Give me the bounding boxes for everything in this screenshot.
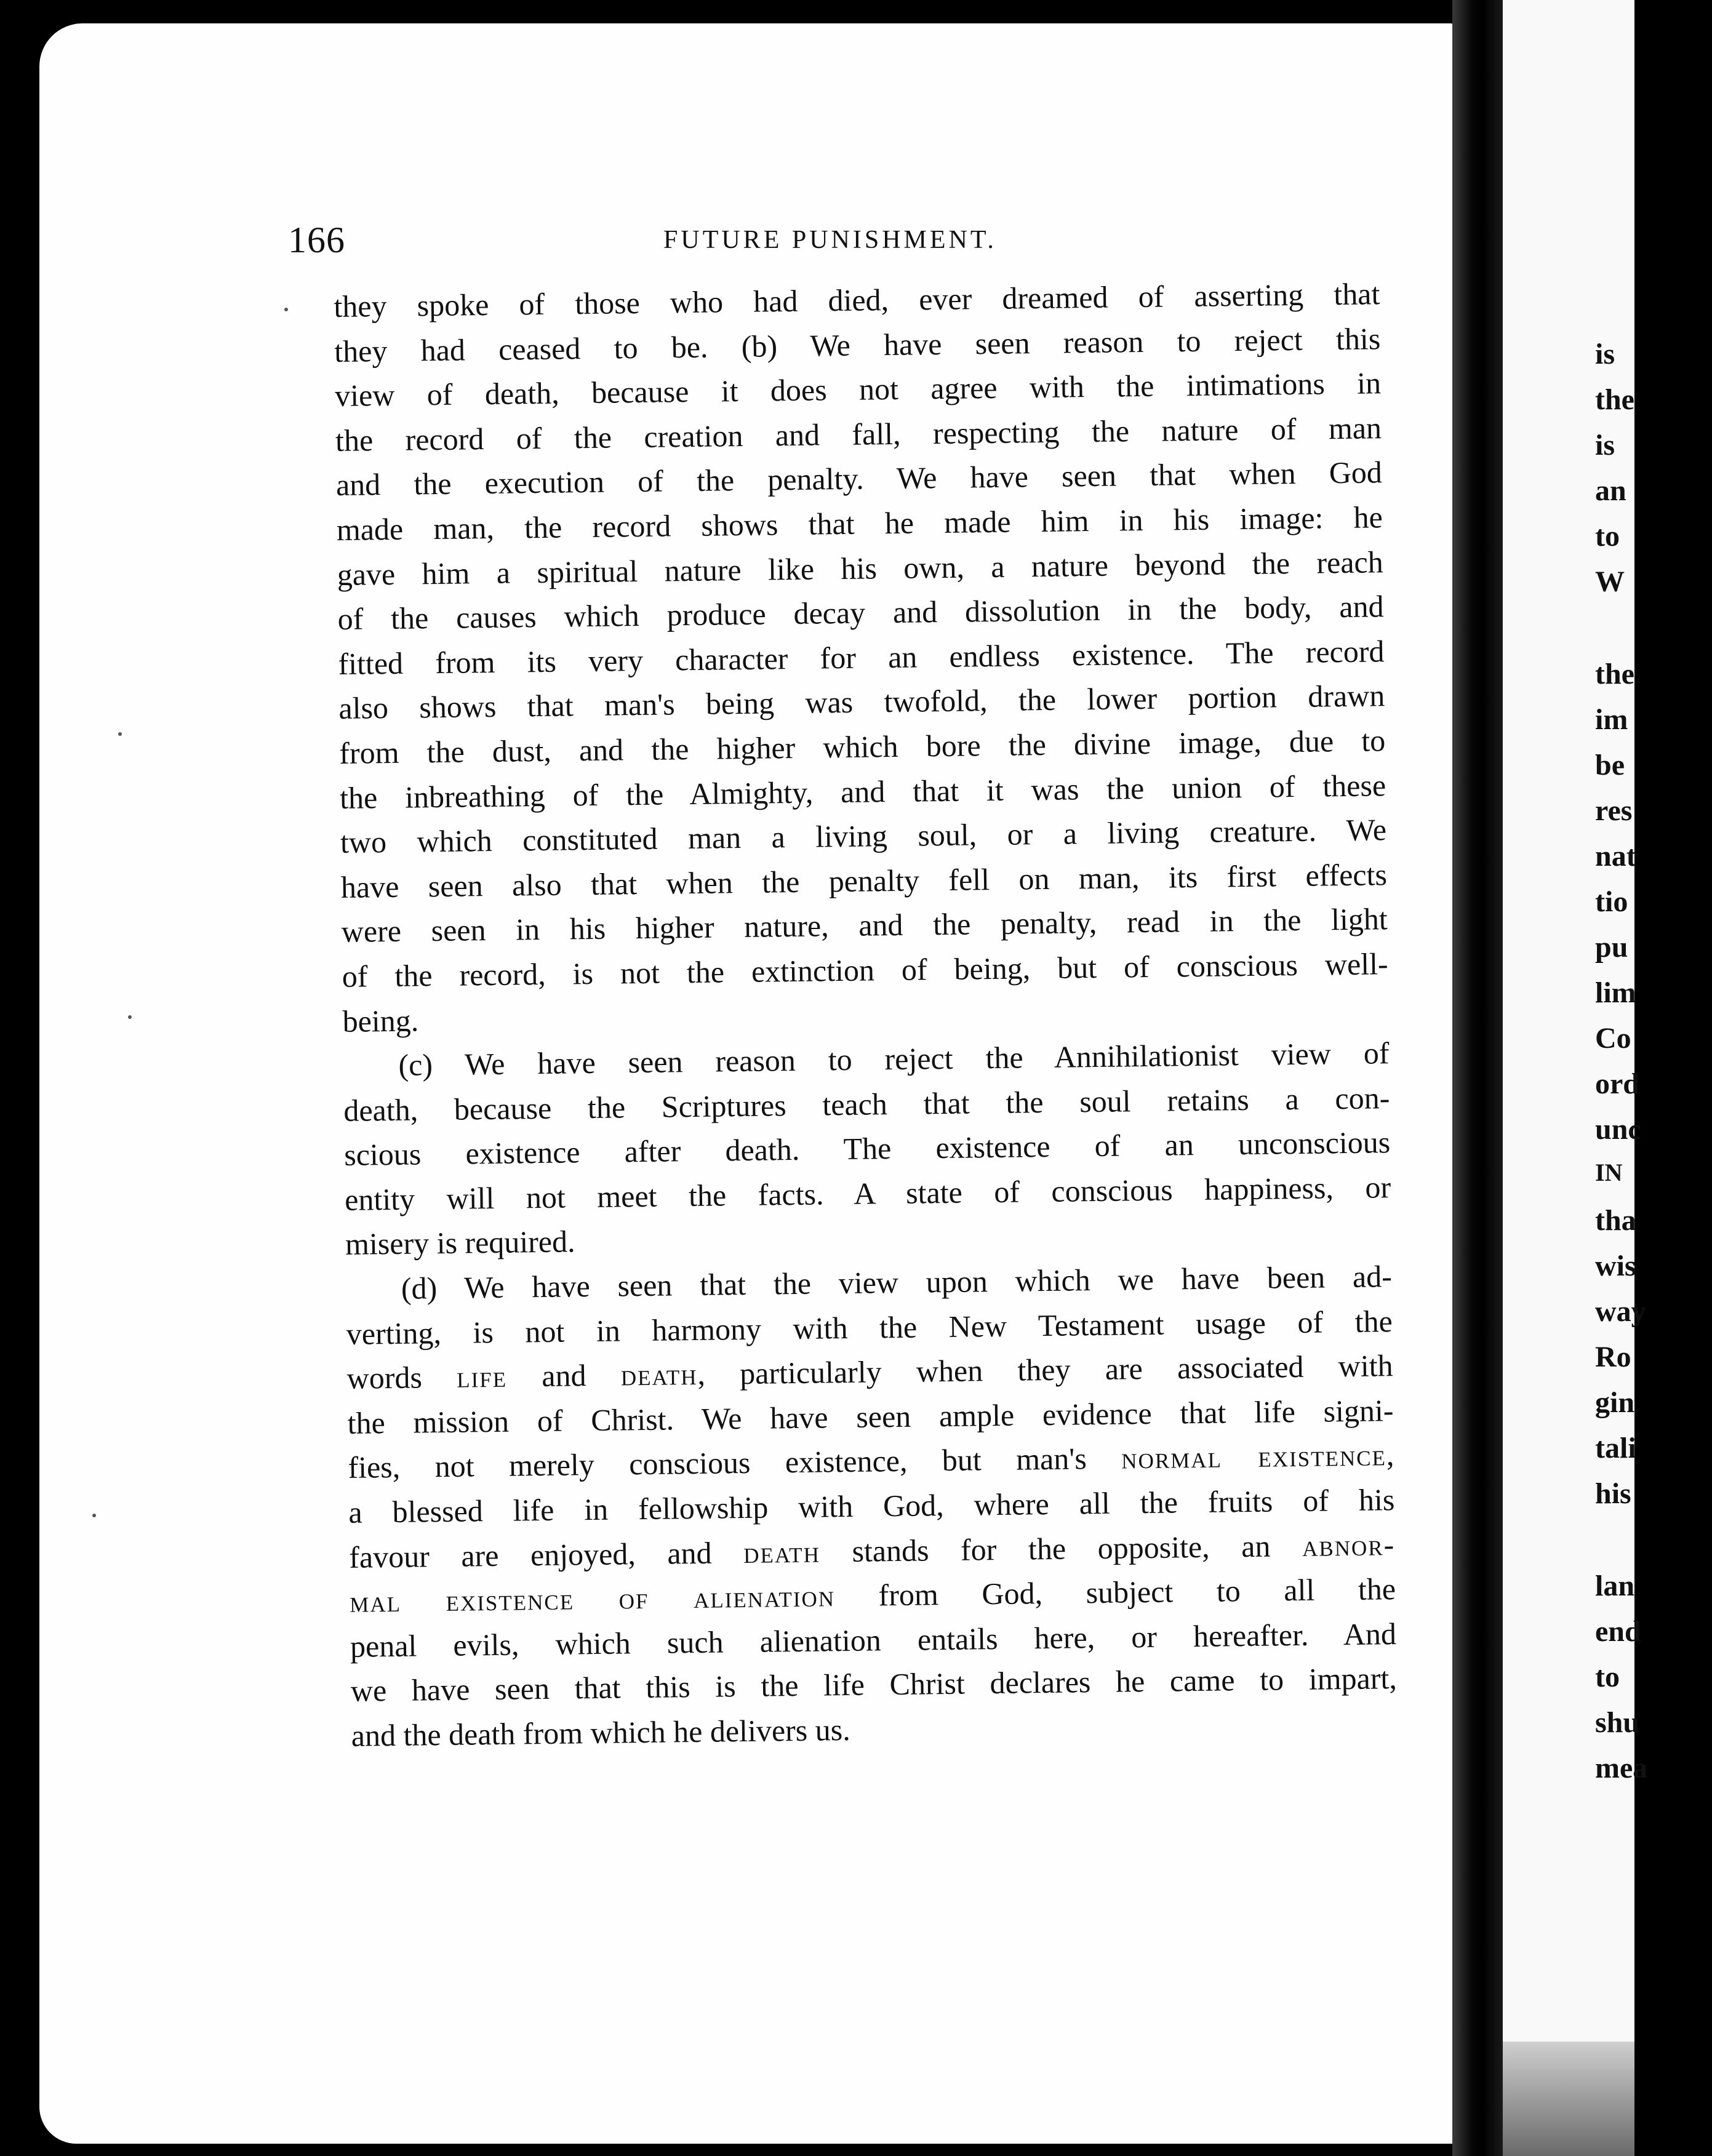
- text-line: scious existence after death. The existence of an unconscious: [343, 1125, 1391, 1173]
- text-line: made man, the record shows that he made him in his image: he: [336, 500, 1383, 547]
- facing-fragment: im: [1595, 703, 1628, 736]
- text-run: words: [346, 1359, 457, 1396]
- facing-fragment: his: [1595, 1477, 1631, 1510]
- paragraph-c-start: (c) We have seen reason to reject the Annihilationist view of: [398, 1036, 1390, 1082]
- body-text: [334, 271, 1398, 1758]
- facing-fragment: wis: [1595, 1250, 1636, 1282]
- text-run: and: [506, 1357, 622, 1394]
- text-line: of the record, is not the extinction of being, but of conscious well-: [342, 946, 1388, 994]
- scan-speck: [284, 308, 288, 311]
- facing-fragment: to: [1595, 520, 1620, 553]
- text-line: they spoke of those who had died, ever dreamed of asserting that: [334, 276, 1380, 324]
- text-line: penal evils, which such alienation entails here, or hereafter. And: [350, 1616, 1397, 1664]
- text-line: they had ceased to be. (b) We have seen reason to reject this: [334, 321, 1381, 369]
- small-caps-term: abnor-: [1302, 1527, 1396, 1563]
- facing-fragment: end: [1595, 1615, 1641, 1648]
- facing-page-shadow: [1503, 2042, 1634, 2156]
- text-run: stands for the opposite, an: [820, 1528, 1303, 1569]
- facing-fragment: tha: [1595, 1204, 1636, 1237]
- text-run: ,: [1386, 1437, 1394, 1472]
- facing-fragment: W: [1595, 565, 1625, 598]
- facing-fragment: Ro: [1595, 1341, 1631, 1373]
- text-run: from God, subject to all the: [834, 1571, 1396, 1613]
- facing-fragment: way: [1595, 1295, 1646, 1328]
- text-line: the inbreathing of the Almighty, and that it was the union of these: [339, 767, 1386, 815]
- text-line: two which constituted man a living soul, or a living creature. We: [340, 812, 1387, 860]
- running-head: [288, 219, 1408, 268]
- text-line: and the death from which he delivers us.: [351, 1712, 850, 1753]
- text-line: the mission of Christ. We have seen ample evidence that life signi-: [347, 1392, 1394, 1440]
- text-line: were seen in his higher nature, and the penalty, read in the light: [341, 901, 1388, 949]
- facing-fragment: IN: [1595, 1159, 1623, 1186]
- text-line: view of death, because it does not agree with the intimations in: [334, 365, 1382, 413]
- text-line: a blessed life in fellowship with God, where all the fruits of his: [348, 1482, 1395, 1530]
- small-caps-term: life: [456, 1359, 508, 1394]
- facing-fragment: tali: [1595, 1432, 1636, 1464]
- text-line: have seen also that when the penalty fell on man, its first effects: [340, 856, 1388, 904]
- paragraph-d-start: (d) We have seen that the view upon which we have been ad-: [401, 1259, 1393, 1306]
- small-caps-term: mal existence of alienation: [349, 1578, 836, 1619]
- facing-fragment: pu: [1595, 931, 1628, 964]
- text-line: the record of the creation and fall, respecting the nature of man: [335, 410, 1382, 458]
- page-number: 166: [288, 220, 345, 260]
- text-run: , particularly when they are associated with: [697, 1348, 1393, 1392]
- facing-fragment: the: [1595, 383, 1634, 416]
- facing-fragment: gin: [1595, 1386, 1635, 1419]
- text-line: entity will not meet the facts. A state of conscious happiness, or: [344, 1169, 1391, 1217]
- book-gutter: [1452, 0, 1503, 2156]
- text-line: verting, is not in harmony with the New Testament usage of the: [346, 1303, 1393, 1351]
- text-line: we have seen that this is the life Christ declares he came to impart,: [350, 1661, 1398, 1709]
- text-line: gave him a spiritual nature like his own, a nature beyond the reach: [337, 544, 1383, 592]
- facing-fragment: is: [1595, 338, 1615, 370]
- facing-fragment: shu: [1595, 1706, 1640, 1739]
- text-line: of the causes which produce decay and dissolution in the body, and: [337, 589, 1384, 637]
- facing-fragment: nat: [1595, 840, 1636, 872]
- facing-fragment: the: [1595, 658, 1634, 690]
- facing-fragment: tio: [1595, 885, 1628, 918]
- facing-fragment: Co: [1595, 1022, 1631, 1055]
- scan-speck: [92, 1514, 96, 1517]
- text-run: favour are enjoyed, and: [348, 1535, 744, 1575]
- text-line: from the dust, and the higher which bore the divine image, due to: [338, 723, 1386, 770]
- text-line: misery is required.: [345, 1224, 575, 1262]
- running-title: FUTURE PUNISHMENT.: [663, 226, 997, 254]
- text-line: also shows that man's being was twofold, the lower portion drawn: [338, 678, 1385, 726]
- facing-fragment: ord: [1595, 1068, 1639, 1100]
- text-line: being.: [342, 1002, 419, 1039]
- text-line: and the execution of the penalty. We have seen that when God: [335, 455, 1383, 503]
- facing-fragment: unc: [1595, 1113, 1641, 1146]
- facing-fragment: to: [1595, 1661, 1620, 1693]
- facing-fragment: lim: [1595, 976, 1636, 1009]
- scan-speck: [128, 1015, 132, 1019]
- facing-fragment: be: [1595, 749, 1625, 781]
- text-run: fies, not merely conscious existence, but man's: [348, 1440, 1122, 1485]
- text-line: death, because the Scriptures teach that the soul retains a con-: [343, 1080, 1390, 1128]
- facing-fragment: lan: [1595, 1570, 1635, 1602]
- small-caps-term: death: [620, 1357, 698, 1392]
- small-caps-term: normal existence: [1121, 1437, 1387, 1475]
- facing-fragment: is: [1595, 429, 1615, 461]
- facing-fragment: an: [1595, 474, 1626, 507]
- facing-fragment: res: [1595, 794, 1633, 827]
- text-line: fitted from its very character for an endless existence. The record: [338, 633, 1385, 681]
- facing-fragment: mea: [1595, 1752, 1648, 1784]
- scan-speck: [118, 732, 122, 736]
- small-caps-term: death: [743, 1534, 821, 1570]
